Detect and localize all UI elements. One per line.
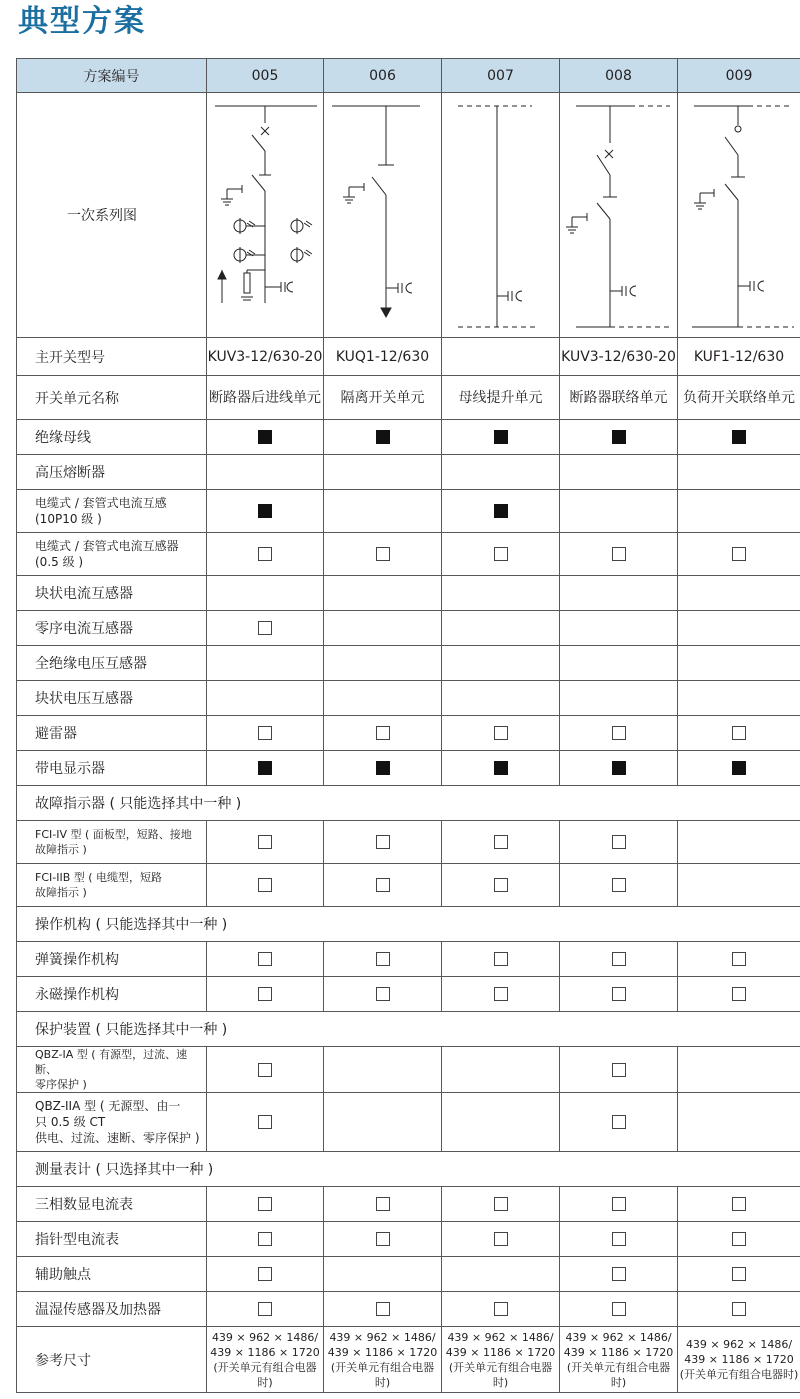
empty-checkbox-icon[interactable] bbox=[612, 1063, 626, 1077]
option-cell bbox=[678, 420, 800, 455]
option-cell bbox=[324, 1187, 442, 1222]
dimensions-cell bbox=[560, 1327, 678, 1393]
filled-square-icon bbox=[376, 761, 390, 775]
option-cell bbox=[324, 646, 442, 681]
empty-checkbox-icon[interactable] bbox=[494, 878, 508, 892]
unit-name-009: 负荷开关联络单元 bbox=[678, 376, 800, 420]
option-cell bbox=[207, 1187, 324, 1222]
option-row bbox=[17, 821, 800, 864]
option-cell bbox=[207, 864, 324, 907]
option-cell bbox=[324, 1257, 442, 1292]
option-row bbox=[17, 1187, 800, 1222]
diagram-row-label: 一次系列图 bbox=[17, 93, 207, 338]
dimensions-row bbox=[17, 1327, 800, 1393]
empty-checkbox-icon[interactable] bbox=[376, 952, 390, 966]
option-cell bbox=[442, 646, 560, 681]
dimensions-text: (开关单元有组合电器时) bbox=[566, 1360, 671, 1389]
option-row bbox=[17, 942, 800, 977]
option-label: FCI-IIB 型 ( 电缆型，短路 故障指示 ) bbox=[17, 864, 207, 907]
option-cell bbox=[442, 576, 560, 611]
option-cell bbox=[678, 977, 800, 1012]
dimensions-text: 439 × 1186 × 1720 bbox=[210, 1345, 320, 1359]
option-cell bbox=[324, 420, 442, 455]
diagram-row bbox=[17, 93, 800, 338]
empty-checkbox-icon[interactable] bbox=[494, 1302, 508, 1316]
filled-square-icon bbox=[612, 430, 626, 444]
filled-square-icon bbox=[258, 504, 272, 518]
option-cell bbox=[560, 646, 678, 681]
option-cell bbox=[560, 533, 678, 576]
option-cell bbox=[442, 942, 560, 977]
option-label: 三相数显电流表 bbox=[17, 1187, 207, 1222]
scheme-table bbox=[16, 58, 800, 1393]
empty-checkbox-icon[interactable] bbox=[732, 1197, 746, 1211]
option-row bbox=[17, 1093, 800, 1152]
diagram-006 bbox=[324, 93, 442, 338]
filled-square-icon bbox=[258, 761, 272, 775]
filled-square-icon bbox=[494, 761, 508, 775]
header-col-008: 008 bbox=[560, 59, 678, 93]
empty-checkbox-icon[interactable] bbox=[258, 987, 272, 1001]
option-cell bbox=[560, 1292, 678, 1327]
diagram-009-svg bbox=[678, 93, 800, 333]
option-label: 高压熔断器 bbox=[17, 455, 207, 490]
diagram-006-svg bbox=[324, 93, 442, 333]
option-cell bbox=[442, 977, 560, 1012]
empty-checkbox-icon[interactable] bbox=[494, 1232, 508, 1246]
empty-checkbox-icon[interactable] bbox=[258, 1115, 272, 1129]
unit-name-005: 断路器后进线单元 bbox=[207, 376, 324, 420]
option-cell bbox=[560, 420, 678, 455]
option-label: 弹簧操作机构 bbox=[17, 942, 207, 977]
option-row bbox=[17, 576, 800, 611]
dimensions-text: 439 × 1186 × 1720 bbox=[445, 1345, 556, 1359]
option-cell bbox=[207, 420, 324, 455]
empty-checkbox-icon[interactable] bbox=[258, 726, 272, 740]
empty-checkbox-icon[interactable] bbox=[612, 547, 626, 561]
dimensions-text: 439 × 962 × 1486/ bbox=[685, 1338, 793, 1351]
unit-name-row bbox=[17, 376, 800, 420]
option-label: 带电显示器 bbox=[17, 751, 207, 786]
diagram-007 bbox=[442, 93, 560, 338]
option-cell bbox=[678, 681, 800, 716]
option-row bbox=[17, 455, 800, 490]
empty-checkbox-icon[interactable] bbox=[494, 1197, 508, 1211]
option-cell bbox=[678, 1257, 800, 1292]
filled-square-icon bbox=[494, 430, 508, 444]
option-row bbox=[17, 751, 800, 786]
option-cell bbox=[678, 1047, 800, 1093]
empty-checkbox-icon[interactable] bbox=[376, 987, 390, 1001]
dimensions-text: (开关单元有组合电器时) bbox=[330, 1360, 435, 1389]
option-row bbox=[17, 646, 800, 681]
option-cell bbox=[324, 490, 442, 533]
option-cell bbox=[207, 1257, 324, 1292]
option-row bbox=[17, 1257, 800, 1292]
option-cell bbox=[442, 490, 560, 533]
option-cell bbox=[442, 420, 560, 455]
option-cell bbox=[207, 1093, 324, 1152]
empty-checkbox-icon[interactable] bbox=[376, 878, 390, 892]
empty-checkbox-icon[interactable] bbox=[732, 1232, 746, 1246]
option-cell bbox=[207, 533, 324, 576]
option-row bbox=[17, 681, 800, 716]
dimensions-text: (开关单元有组合电器时) bbox=[448, 1360, 553, 1389]
option-cell bbox=[560, 681, 678, 716]
option-cell bbox=[324, 455, 442, 490]
option-cell bbox=[207, 716, 324, 751]
option-cell bbox=[324, 533, 442, 576]
option-cell bbox=[324, 681, 442, 716]
switch-model-006: KUQ1-12/630 bbox=[324, 338, 442, 376]
option-cell bbox=[560, 977, 678, 1012]
filled-square-icon bbox=[494, 504, 508, 518]
header-row bbox=[17, 59, 800, 93]
option-row bbox=[17, 716, 800, 751]
option-cell bbox=[442, 611, 560, 646]
option-cell bbox=[442, 533, 560, 576]
option-cell bbox=[678, 1292, 800, 1327]
option-cell bbox=[560, 1187, 678, 1222]
option-cell bbox=[560, 864, 678, 907]
empty-checkbox-icon[interactable] bbox=[612, 1197, 626, 1211]
empty-checkbox-icon[interactable] bbox=[258, 835, 272, 849]
option-cell bbox=[207, 646, 324, 681]
option-cell bbox=[442, 1187, 560, 1222]
option-row bbox=[17, 1292, 800, 1327]
option-label: 全绝缘电压互感器 bbox=[17, 646, 207, 681]
empty-checkbox-icon[interactable] bbox=[258, 621, 272, 635]
option-row bbox=[17, 533, 800, 576]
option-cell bbox=[442, 864, 560, 907]
empty-checkbox-icon[interactable] bbox=[258, 878, 272, 892]
option-row bbox=[17, 490, 800, 533]
option-cell bbox=[324, 1093, 442, 1152]
empty-checkbox-icon[interactable] bbox=[376, 1197, 390, 1211]
option-cell bbox=[207, 490, 324, 533]
header-col-005: 005 bbox=[207, 59, 324, 93]
option-cell bbox=[442, 1093, 560, 1152]
empty-checkbox-icon[interactable] bbox=[258, 1232, 272, 1246]
group-header: 测量表计 ( 只选择其中一种 ) bbox=[17, 1152, 800, 1187]
group-header-row bbox=[17, 786, 800, 821]
group-header: 保护装置 ( 只能选择其中一种 ) bbox=[17, 1012, 800, 1047]
option-cell bbox=[324, 821, 442, 864]
empty-checkbox-icon[interactable] bbox=[612, 1302, 626, 1316]
switch-model-row bbox=[17, 338, 800, 376]
header-col-007: 007 bbox=[442, 59, 560, 93]
option-cell bbox=[678, 533, 800, 576]
page-title: 典型方案 bbox=[18, 4, 146, 39]
option-cell bbox=[324, 1222, 442, 1257]
option-cell bbox=[442, 1222, 560, 1257]
empty-checkbox-icon[interactable] bbox=[376, 1302, 390, 1316]
option-cell bbox=[678, 864, 800, 907]
filled-square-icon bbox=[612, 761, 626, 775]
option-cell bbox=[678, 576, 800, 611]
option-cell bbox=[442, 681, 560, 716]
empty-checkbox-icon[interactable] bbox=[494, 987, 508, 1001]
option-cell bbox=[678, 751, 800, 786]
switch-model-label: 主开关型号 bbox=[17, 338, 207, 376]
switch-model-005: KUV3-12/630-20 bbox=[207, 338, 324, 376]
empty-checkbox-icon[interactable] bbox=[258, 1302, 272, 1316]
option-cell bbox=[678, 942, 800, 977]
option-cell bbox=[560, 1257, 678, 1292]
option-cell bbox=[442, 455, 560, 490]
empty-checkbox-icon[interactable] bbox=[258, 1197, 272, 1211]
switch-model-009: KUF1-12/630 bbox=[678, 338, 800, 376]
switch-model-007 bbox=[442, 338, 560, 376]
empty-checkbox-icon[interactable] bbox=[612, 1232, 626, 1246]
option-cell bbox=[324, 942, 442, 977]
option-cell bbox=[324, 576, 442, 611]
diagram-005-svg bbox=[207, 93, 324, 333]
dimensions-text: (开关单元有组合电器时) bbox=[213, 1360, 317, 1389]
empty-checkbox-icon[interactable] bbox=[258, 1267, 272, 1281]
option-cell bbox=[207, 942, 324, 977]
option-cell bbox=[560, 1093, 678, 1152]
empty-checkbox-icon[interactable] bbox=[258, 1063, 272, 1077]
option-cell bbox=[207, 751, 324, 786]
empty-checkbox-icon[interactable] bbox=[494, 952, 508, 966]
dimensions-text: 439 × 962 × 1486/ bbox=[211, 1330, 319, 1344]
option-cell bbox=[560, 611, 678, 646]
option-cell bbox=[207, 821, 324, 864]
option-cell bbox=[560, 716, 678, 751]
option-cell bbox=[324, 611, 442, 646]
option-label: FCI-IV 型 ( 面板型，短路、接地 故障指示 ) bbox=[17, 821, 207, 864]
option-label: QBZ-IA 型 ( 有源型，过流、速断、 零序保护 ) bbox=[17, 1047, 207, 1093]
empty-checkbox-icon[interactable] bbox=[494, 726, 508, 740]
option-cell bbox=[678, 1093, 800, 1152]
dimensions-label: 参考尺寸 bbox=[17, 1327, 207, 1393]
diagram-007-svg bbox=[442, 93, 560, 333]
empty-checkbox-icon[interactable] bbox=[258, 952, 272, 966]
empty-checkbox-icon[interactable] bbox=[612, 952, 626, 966]
empty-checkbox-icon[interactable] bbox=[612, 1115, 626, 1129]
option-cell bbox=[560, 1047, 678, 1093]
option-label: 零序电流互感器 bbox=[17, 611, 207, 646]
option-cell bbox=[442, 716, 560, 751]
filled-square-icon bbox=[732, 761, 746, 775]
empty-checkbox-icon[interactable] bbox=[494, 835, 508, 849]
filled-square-icon bbox=[376, 430, 390, 444]
option-cell bbox=[324, 716, 442, 751]
option-cell bbox=[207, 611, 324, 646]
empty-checkbox-icon[interactable] bbox=[612, 987, 626, 1001]
option-row bbox=[17, 1222, 800, 1257]
option-cell bbox=[678, 821, 800, 864]
option-cell bbox=[442, 1257, 560, 1292]
option-cell bbox=[442, 1047, 560, 1093]
option-cell bbox=[678, 611, 800, 646]
option-label: QBZ-IIA 型 ( 无源型、由一 只 0.5 级 CT 供电、过流、速断、零序保护 ) bbox=[17, 1093, 207, 1152]
dimensions-text: 439 × 962 × 1486/ bbox=[447, 1330, 554, 1344]
empty-checkbox-icon[interactable] bbox=[258, 547, 272, 561]
option-cell bbox=[678, 455, 800, 490]
option-label: 绝缘母线 bbox=[17, 420, 207, 455]
dimensions-text: 439 × 1186 × 1720 bbox=[684, 1353, 794, 1366]
option-cell bbox=[442, 751, 560, 786]
empty-checkbox-icon[interactable] bbox=[612, 835, 626, 849]
empty-checkbox-icon[interactable] bbox=[376, 547, 390, 561]
group-header: 故障指示器 ( 只能选择其中一种 ) bbox=[17, 786, 800, 821]
filled-square-icon bbox=[258, 430, 272, 444]
group-header: 操作机构 ( 只能选择其中一种 ) bbox=[17, 907, 800, 942]
option-cell bbox=[442, 1292, 560, 1327]
group-header-row bbox=[17, 1152, 800, 1187]
option-label: 块状电流互感器 bbox=[17, 576, 207, 611]
empty-checkbox-icon[interactable] bbox=[732, 987, 746, 1001]
option-cell bbox=[560, 821, 678, 864]
option-label: 辅助触点 bbox=[17, 1257, 207, 1292]
dimensions-text: 439 × 962 × 1486/ bbox=[565, 1330, 672, 1344]
option-label: 避雷器 bbox=[17, 716, 207, 751]
option-cell bbox=[678, 646, 800, 681]
dimensions-text: 439 × 1186 × 1720 bbox=[563, 1345, 674, 1359]
dimensions-text: 439 × 1186 × 1720 bbox=[327, 1345, 438, 1359]
option-cell bbox=[678, 1222, 800, 1257]
dimensions-cell bbox=[207, 1327, 324, 1393]
option-row bbox=[17, 977, 800, 1012]
option-cell bbox=[207, 681, 324, 716]
option-cell bbox=[207, 1292, 324, 1327]
diagram-005 bbox=[207, 93, 324, 338]
header-col-006: 006 bbox=[324, 59, 442, 93]
option-cell bbox=[678, 490, 800, 533]
empty-checkbox-icon[interactable] bbox=[376, 835, 390, 849]
unit-name-007: 母线提升单元 bbox=[442, 376, 560, 420]
option-cell bbox=[678, 716, 800, 751]
header-label: 方案编号 bbox=[17, 59, 207, 93]
option-label: 温湿传感器及加热器 bbox=[17, 1292, 207, 1327]
filled-square-icon bbox=[732, 430, 746, 444]
option-cell bbox=[560, 942, 678, 977]
option-cell bbox=[207, 455, 324, 490]
dimensions-cell bbox=[442, 1327, 560, 1393]
unit-name-label: 开关单元名称 bbox=[17, 376, 207, 420]
option-cell bbox=[207, 977, 324, 1012]
option-cell bbox=[324, 1047, 442, 1093]
option-cell bbox=[324, 1292, 442, 1327]
group-header-row bbox=[17, 907, 800, 942]
option-label: 指针型电流表 bbox=[17, 1222, 207, 1257]
option-cell bbox=[560, 751, 678, 786]
option-cell bbox=[324, 977, 442, 1012]
option-cell bbox=[678, 1187, 800, 1222]
header-col-009: 009 bbox=[678, 59, 800, 93]
diagram-009 bbox=[678, 93, 800, 338]
empty-checkbox-icon[interactable] bbox=[612, 726, 626, 740]
empty-checkbox-icon[interactable] bbox=[732, 1302, 746, 1316]
empty-checkbox-icon[interactable] bbox=[732, 952, 746, 966]
option-cell bbox=[560, 455, 678, 490]
option-row bbox=[17, 420, 800, 455]
empty-checkbox-icon[interactable] bbox=[376, 726, 390, 740]
option-label: 块状电压互感器 bbox=[17, 681, 207, 716]
dimensions-text: 439 × 962 × 1486/ bbox=[329, 1330, 436, 1344]
empty-checkbox-icon[interactable] bbox=[612, 1267, 626, 1281]
option-cell bbox=[324, 751, 442, 786]
diagram-008-svg bbox=[560, 93, 678, 333]
option-cell bbox=[560, 1222, 678, 1257]
dimensions-cell bbox=[324, 1327, 442, 1393]
empty-checkbox-icon[interactable] bbox=[732, 726, 746, 740]
option-row bbox=[17, 1047, 800, 1093]
option-cell bbox=[560, 576, 678, 611]
option-row bbox=[17, 611, 800, 646]
option-cell bbox=[207, 1222, 324, 1257]
empty-checkbox-icon[interactable] bbox=[376, 1232, 390, 1246]
diagram-008 bbox=[560, 93, 678, 338]
option-cell bbox=[324, 864, 442, 907]
empty-checkbox-icon[interactable] bbox=[732, 547, 746, 561]
option-row bbox=[17, 864, 800, 907]
empty-checkbox-icon[interactable] bbox=[612, 878, 626, 892]
empty-checkbox-icon[interactable] bbox=[494, 547, 508, 561]
switch-model-008: KUV3-12/630-20 bbox=[560, 338, 678, 376]
option-cell bbox=[207, 576, 324, 611]
option-label: 永磁操作机构 bbox=[17, 977, 207, 1012]
option-cell bbox=[442, 821, 560, 864]
unit-name-008: 断路器联络单元 bbox=[560, 376, 678, 420]
group-header-row bbox=[17, 1012, 800, 1047]
option-label: 电缆式 / 套管式电流互感器 (0.5 级 ) bbox=[17, 533, 207, 576]
option-cell bbox=[207, 1047, 324, 1093]
option-label: 电缆式 / 套管式电流互感 (10P10 级 ) bbox=[17, 490, 207, 533]
option-cell bbox=[560, 490, 678, 533]
dimensions-cell bbox=[678, 1327, 800, 1393]
empty-checkbox-icon[interactable] bbox=[732, 1267, 746, 1281]
unit-name-006: 隔离开关单元 bbox=[324, 376, 442, 420]
dimensions-text: (开关单元有组合电器时) bbox=[679, 1368, 799, 1381]
